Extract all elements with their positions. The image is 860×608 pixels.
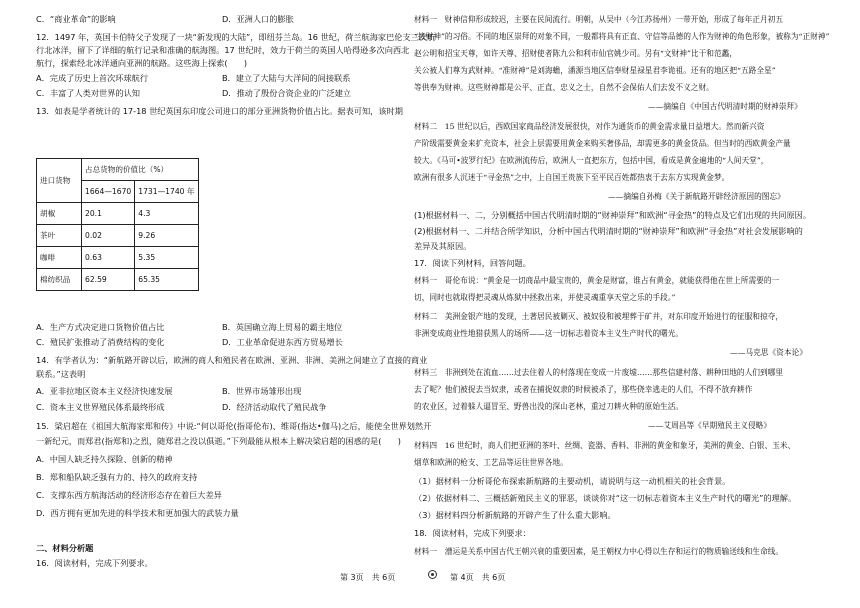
q15-option-c: C．支撑东西方航海活动的经济形态存在着巨大差异 [36, 490, 222, 500]
q12-stem-line-2: 行北冰洋，留下了详细的航行记录和准确的航海图。17 世纪时，效力于荷兰的英国人哈得逊多次向西北 [36, 45, 410, 55]
q14-option-d: D．经济活动取代了殖民战争 [222, 402, 327, 412]
q16-part-1: (1)根据材料一、二，分别概括中国古代明清时期的“财神崇拜”和欧洲“寻金热”的特点及它们出现的共同原因。 [414, 210, 812, 220]
m17-4-line-2: 烟草和欧洲的枪支、工艺品等运往世界各地。 [414, 458, 568, 467]
m2-line-1: 材料二 15 世纪以后，西欧国家商品经济发展很快，对作为通货币的黄金需求量日益增大。然而新兴资 [414, 122, 765, 131]
page-number-right: 第 4页 共 6页 [450, 573, 506, 582]
m1-line-1: 材料一 财神信仰形成较迟，主要在民间流行。明朝，从吴中（今江苏扬州）一带开始，形成了每年正月初五 [414, 15, 784, 24]
table-row [37, 203, 199, 225]
m18-1-line-1: 材料一 漕运是关系中国古代王朝兴衰的重要因素，是王朝权力中心得以生存和运行的物质输送线和生命线。 [414, 547, 784, 556]
q13-option-a: A．生产方式决定进口货物价值占比 [36, 322, 165, 332]
q13-stem: 13．如表是学者统计的 17-18 世纪英国东印度公司进口的部分亚洲货物价值占比。据表可知，该时期 [36, 106, 403, 116]
q14-option-a: A．亚非拉地区资本主义经济快速发展 [36, 386, 173, 396]
q13-option-c: C．殖民扩张推动了消费结构的变化 [36, 337, 165, 347]
table-cell-value: 65.35 [135, 269, 198, 291]
m17-2-line-1: 材料二 美洲金银产地的发现，土著居民被剿灭、被奴役和被埋葬于矿井，对东印度开始进行的征服和掠夺， [414, 312, 784, 321]
m2-line-3: 较大。《马可•波罗行纪》在欧洲流传后，欧洲人一直把东方，包括中国，看成是黄金遍地的“人间天堂”， [414, 156, 769, 165]
m1-line-5: 等供奉为财神。这些财神都是公平、正直、忠义之士，自然不会保佑人们去发不义之财。 [414, 83, 714, 92]
q14-option-b: B．世界市场雏形出现 [222, 386, 302, 396]
table-row-header: 进口货物 [37, 159, 82, 203]
q14-stem-line-2: 联系。”这表明 [36, 369, 86, 379]
q17-part-2: （2）依据材料二、三概括新殖民主义的罪恶，谈谈你对“这一切标志着资本主义生产时代的曙光”的理解。 [414, 493, 797, 503]
section-title: 二、材料分析题 [36, 543, 94, 553]
q12-option-d: D．推动了殷份合资企业的广泛建立 [222, 88, 352, 98]
q17-part-3: （3）据材料四分析新航路的开辟产生了什么重大影响。 [414, 510, 616, 520]
table-cell-value: 20.1 [82, 203, 135, 225]
table-row [37, 269, 199, 291]
q14-stem-line-1: 14．有学者认为：“新航路开辟以后，欧洲的商人和殖民者在欧洲、亚洲、非洲、美洲之间建立了直接的商业 [36, 355, 428, 365]
q17-part-1: （1）据材料一分析哥伦布探索新航路的主要动机，请说明与这一动机相关的社会背景。 [414, 476, 731, 486]
table-cell-goods: 胡椒 [37, 203, 82, 225]
table-cell-value: 9.26 [135, 225, 198, 247]
q17-instruction: 17．阅读下列材料，回答问题。 [414, 258, 531, 268]
m17-3-line-3: 的农业区，过着躲人逼冒至、野兽出没的深山老林，重过刀耕火种的原始生活。 [414, 402, 684, 411]
q16-part-2-line-2: 差异及其原因。 [414, 241, 472, 251]
m17-2-source: ——马克思《资本论》 [730, 348, 807, 357]
q12-option-c: C．丰富了人类对世界的认知 [36, 88, 140, 98]
table-cell-goods: 茶叶 [37, 225, 82, 247]
q12-option-a: A．完成了历史上首次环球航行 [36, 73, 149, 83]
q15-option-a: A．中国人缺乏持久探险、创新的精神 [36, 454, 173, 464]
m2-source: ——摘编自孙梅《关于新航路开辟经济原因的图忘》 [608, 192, 785, 201]
q11-option-c: C．“商业革命”的影响 [36, 14, 116, 24]
m1-line-4: 关公被人们尊为武财神。“准财神”是刘海蟾，潘源当地区信奉财星禄星君李诡祖。还有的地区把“五路全星” [414, 66, 776, 75]
q13-option-d: D．工业革命促进东西方贸易增长 [222, 337, 343, 347]
q16-instruction: 16．阅读材料，完成下列要求。 [36, 558, 153, 568]
m1-source: ——摘编自《中国古代明清时期的财神崇拜》 [648, 102, 802, 111]
table-row [37, 225, 199, 247]
m17-1-line-2: 切，同时也就取得把灵魂从炼狱中拯救出来，并使灵魂重享天堂之乐的手段。” [414, 293, 676, 302]
page-number-left: 第 3页 共 6页 [340, 573, 396, 582]
m17-3-line-1: 材料三 非洲到处在流血……过去住着人的村落现在变成一片废墟……那些信建村落、耕种田地的人们到哪里 [414, 368, 784, 377]
table-cell-value: 5.35 [135, 247, 198, 269]
q16-part-2-line-1: (2)根据材料一、二并结合所学知识，分析中国古代明清时期的“财神崇拜”和欧洲“寻金热”对社会发展影响的 [414, 226, 803, 236]
table-row [37, 247, 199, 269]
table-period-1: 1664—1670 [82, 181, 135, 203]
table-cell-value: 62.59 [82, 269, 135, 291]
m17-1-line-1: 材料一 哥伦布说：“黄金是一切商品中最宝贵的，黄金是财富，谁占有黄金，就能获得他在世上所需要的一 [414, 276, 780, 285]
q14-option-c: C．资本主义世界殖民体系最终形成 [36, 402, 165, 412]
table-group-header: 占总货物的价值比（%） [82, 159, 199, 181]
q11-option-d: D．亚洲人口的膨胀 [222, 14, 294, 24]
m17-2-line-2: 非洲变成商业性地猎获黑人的场所——这一切标志着资本主义生产时代的曙光。 [414, 329, 684, 338]
table-cell-goods: 咖啡 [37, 247, 82, 269]
m2-line-2: 产阶级需要黄金来扩充资本，社会上层需要用黄金来购买奢侈品，却需更多的黄金货品。但当时的西欧黄金产量 [414, 139, 791, 148]
m1-line-3: 赵公明和招宝天尊，如许天尊、招财使者陈九公和利市仙官姚少司。另有“文财神”比干和范蠡， [414, 49, 738, 58]
q15-option-d: D．西方拥有更加先进的科学技术和更加强大的武装力量 [36, 508, 239, 518]
table-cell-value: 0.02 [82, 225, 135, 247]
m17-4-line-1: 材料四 16 世纪时，商人们把亚洲的茶叶、丝绸、瓷器、香料、非洲的黄金和象牙，美洲的黄金、白银、玉米、 [414, 441, 796, 450]
m17-3-line-2: 去了呢？他们被捉去当奴隶，或者在捕捉奴隶的时候被杀了，那些侥幸逃走的人们，不得不放弃耕作 [414, 385, 753, 394]
table-cell-value: 4.3 [135, 203, 198, 225]
table-cell-goods: 棉纺织品 [37, 269, 82, 291]
q12-stem-line-3: 航行，探索经北冰洋通向亚洲的航路。这些海上探索( ) [36, 58, 248, 68]
table-cell-value: 0.63 [82, 247, 135, 269]
q15-option-b: B．郑和船队缺乏强有力的、持久的政府支持 [36, 472, 198, 482]
m1-line-2: “接财神”的习俗。不同的地区崇拜的对象不同，一般都将具有正直、守信等品德的人作为财神的角色形象，被称为“正财神” [414, 32, 830, 41]
q13-option-b: B．英国确立海上贸易的霸主地位 [222, 322, 343, 332]
import-goods-table [36, 158, 199, 291]
table-period-2: 1731—1740 年 [135, 181, 198, 203]
q15-stem-line-2: 一新纪元，而郑君(指郑和)之烈，随郑君之没以俱逝。”下列最能从根本上解决梁启超的困惑的是( ) [36, 436, 401, 446]
q18-instruction: 18．阅读材料，完成下列要求： [414, 528, 531, 538]
m2-line-4: 欧洲有很多人沉迷于“寻金热”之中，上自国王贵族下至平民百姓都热衷于去东方实现黄金梦。 [414, 173, 730, 182]
q12-stem-line-1: 12．1497 年，英国卡伯特父子发现了一块“新发现的大陆”，即纽芬兰岛。16 世纪，荷兰航海家巴伦支三次航 [36, 32, 436, 42]
binding-hole-icon [428, 570, 437, 579]
q15-stem-line-1: 15．梁启超在《祖国大航海家郑和传》中说:“何以哥伦(指哥伦布)、维哥(指达•伽马)之后，能使全世界划然开 [36, 421, 432, 431]
q12-option-b: B．建立了大陆与大洋间的间接联系 [222, 73, 351, 83]
m17-3-source: ——艾周昌等《早期殖民主义侵略》 [648, 421, 772, 430]
